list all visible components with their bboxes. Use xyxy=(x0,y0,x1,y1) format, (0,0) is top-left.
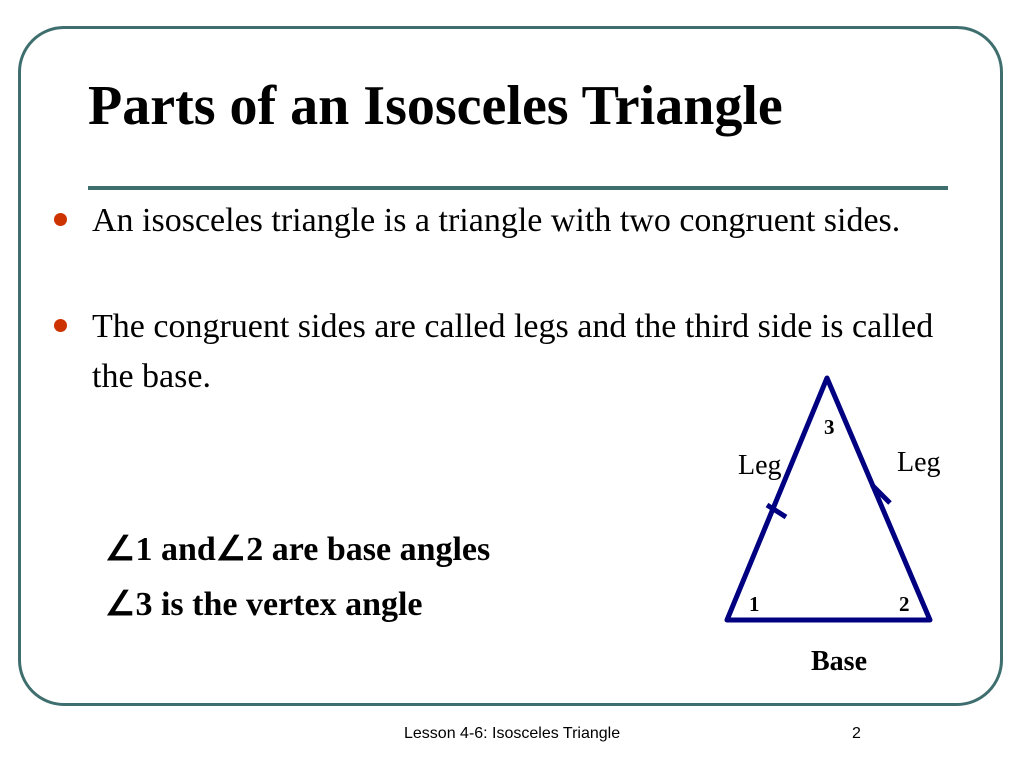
footer-page-number: 2 xyxy=(852,725,861,742)
bullet-text-2: The congruent sides are called legs and the third side is called the base. xyxy=(92,308,934,395)
slide-title: Parts of an Isosceles Triangle xyxy=(88,75,783,137)
bullet-text-1: An isosceles triangle is a triangle with two congruent sides. xyxy=(92,202,901,239)
leg-label-left: Leg xyxy=(738,450,782,481)
base-label: Base xyxy=(811,646,867,677)
base-angle-label-right: 2 xyxy=(899,592,910,616)
base-angles-statement: ∠1 and∠2 are base angles xyxy=(105,531,491,568)
leg-label-right: Leg xyxy=(897,447,941,478)
vertex-angle-label: 3 xyxy=(824,415,835,439)
base-angle-label-left: 1 xyxy=(749,592,760,616)
vertex-angle-statement: ∠3 is the vertex angle xyxy=(105,586,423,623)
footer-lesson-title: Lesson 4-6: Isosceles Triangle xyxy=(404,725,621,742)
